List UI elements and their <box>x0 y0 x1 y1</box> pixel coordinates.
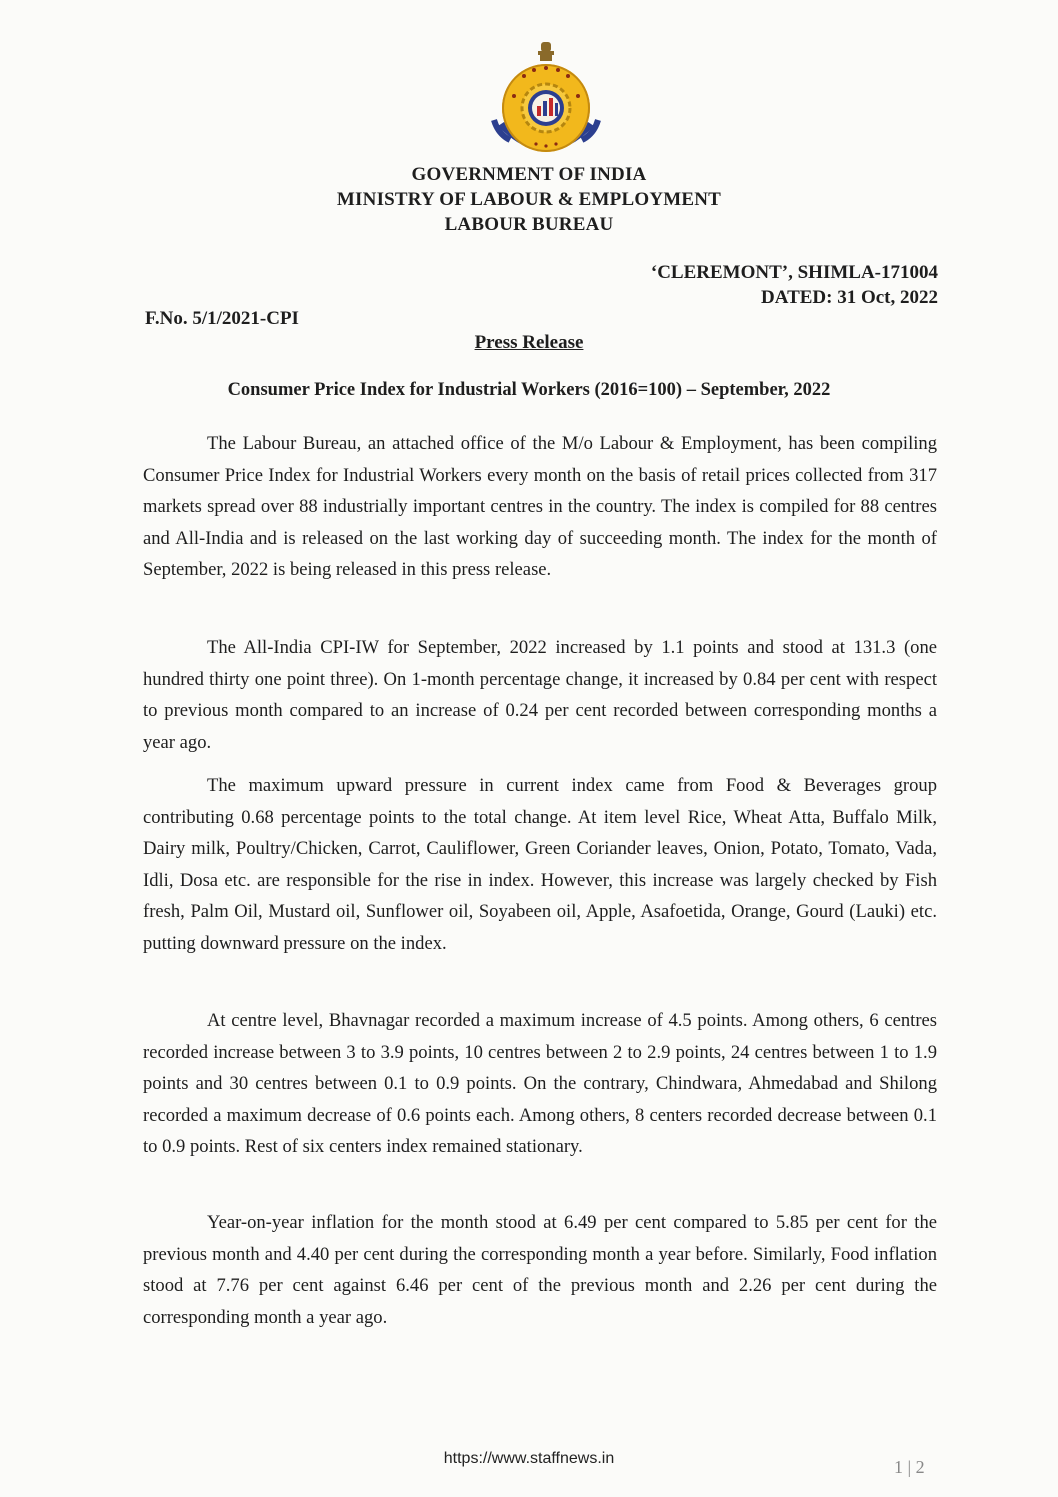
page-number: 1 | 2 <box>894 1457 925 1477</box>
page-title <box>0 332 1058 354</box>
labour-bureau-emblem <box>484 40 608 168</box>
address-date: DATED: 31 Oct, 2022 <box>761 287 938 308</box>
paragraph-2: The All-India CPI-IW for September, 2022 increased by 1.1 points and stood at 131.3 (one hundred thirty one point three). On 1-month percentage change, it increased by 0.84 per cent with respect to previous month compared to an increase of 0.24 per cent recorded between corresponding months a year ago. <box>143 637 937 753</box>
subject-line: Consumer Price Index for Industrial Workers (2016=100) – September, 2022 <box>227 380 831 400</box>
paragraph-1: The Labour Bureau, an attached office of the M/o Labour & Employment, has been compiling Consumer Price Index for Industrial Workers every month on the basis of retail prices collected from 317 markets spread over 88 industrially important centres in the country. The index is compiled for 88 centres and All-India and is released on the last working day of succeeding month. The index for the month of September, 2022 is being released in this press release. <box>143 433 937 581</box>
paragraph-4: At centre level, Bhavnagar recorded a maximum increase of 4.5 points. Among others, 6 centres recorded increase between 3 to 3.9 points, 10 centres between 2 to 2.9 points, 24 centres between 1 to 1.9 points and 30 centres between 0.1 to 0.9 points. On the contrary, Chindwara, Ahmedabad and Shilong recorded a maximum decrease of 0.6 points each. Among others, 8 centers recorded decrease between 0.1 to 0.9 points. Rest of six centers index remained stationary. <box>143 1010 937 1158</box>
address-place: ‘CLEREMONT’, SHIMLA-171004 <box>650 262 938 283</box>
header-ministry: MINISTRY OF LABOUR & EMPLOYMENT <box>336 189 722 210</box>
header-government: GOVERNMENT OF INDIA <box>411 164 647 185</box>
file-number: F.No. 5/1/2021-CPI <box>145 308 299 329</box>
paragraph-3: The maximum upward pressure in current index came from Food & Beverages group contributing 0.68 percentage points to the total change. At item level Rice, Wheat Atta, Buffalo Milk, Dairy milk, Poultry/Chicken, Carrot, Cauliflower, Green Coriander leaves, Onion, Potato, Tomato, Vada, Idli, Dosa etc. are responsible for the rise in index. However, this increase was largely checked by Fish fresh, Palm Oil, Mustard oil, Sunflower oil, Soyabeen oil, Apple, Asafoetida, Orange, Gourd (Lauki) etc. putting downward pressure on the index. <box>143 775 937 954</box>
header-bureau: LABOUR BUREAU <box>444 214 614 235</box>
press-release-title: Press Release <box>474 332 584 353</box>
ashoka-emblem-icon <box>538 42 554 61</box>
footer-url: https://www.staffnews.in <box>443 1450 615 1467</box>
paragraph-5: Year-on-year inflation for the month stood at 6.49 per cent compared to 5.85 per cent for the previous month and 4.40 per cent during the corresponding month a year before. Similarly, Food inflation stood at 7.76 per cent against 6.46 per cent of the previous month and 2.26 per cent during the corresponding month a year ago. <box>143 1212 937 1328</box>
